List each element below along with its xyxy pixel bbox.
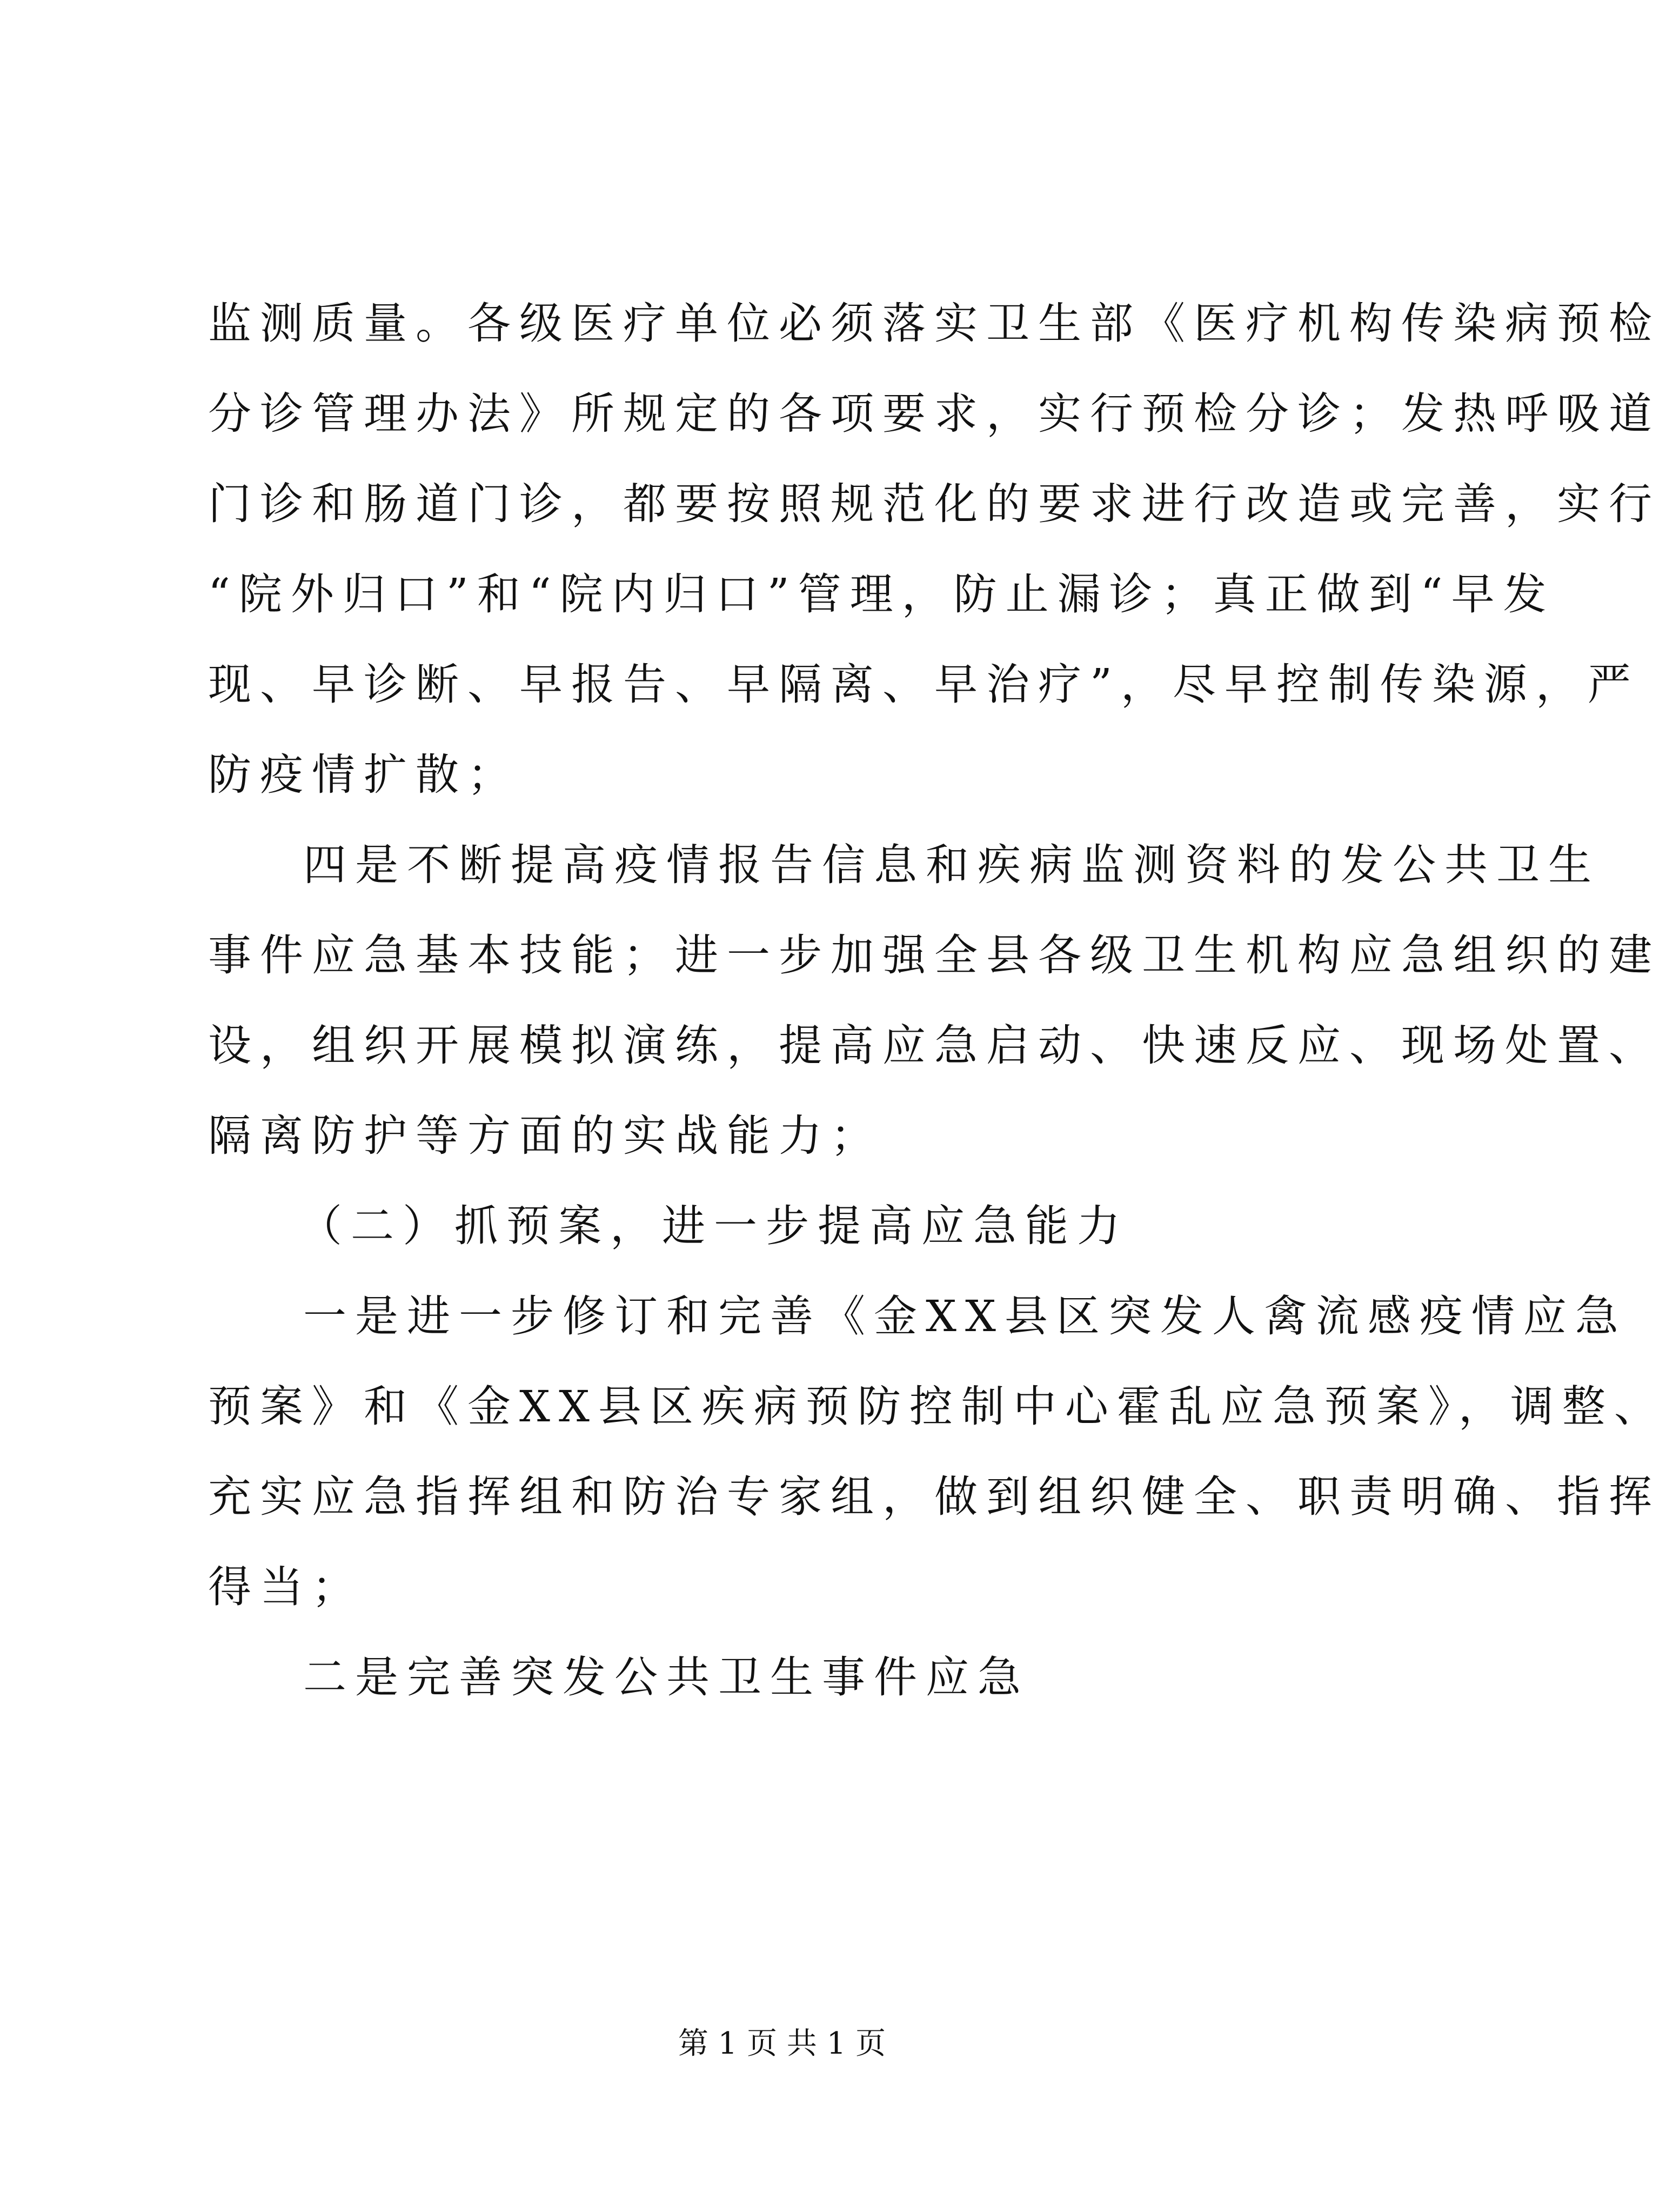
text-line: 监测质量。各级医疗单位必须落实卫生部《医疗机构传染病预检: [208, 298, 1661, 349]
text-line: 充实应急指挥组和防治专家组，做到组织健全、职责明确、指挥: [208, 1472, 1661, 1522]
document-body: [208, 278, 1666, 1722]
text-line: 设，组织开展模拟演练，提高应急启动、快速反应、现场处置、: [208, 1020, 1661, 1071]
text-line: 防疫情扩散；: [208, 750, 519, 800]
text-line: 得当；: [208, 1562, 364, 1612]
text-line: 预案》和《金XX县区疾病预防控制中心霍乱应急预案》，调整、: [208, 1381, 1666, 1432]
text-line: “院外归口”和“院内归口”管理，防止漏诊；真正做到“早发: [208, 569, 1555, 619]
text-line: 分诊管理办法》所规定的各项要求，实行预检分诊；发热呼吸道: [208, 389, 1661, 439]
text-line: 现、早诊断、早报告、早隔离、早治疗”，尽早控制传染源，严: [208, 659, 1640, 710]
text-line: 隔离防护等方面的实战能力；: [208, 1111, 882, 1161]
text-line: 一是进一步修订和完善《金XX县区突发人禽流感疫情应急: [303, 1291, 1627, 1341]
text-line: 事件应急基本技能；进一步加强全县各级卫生机构应急组织的建: [208, 930, 1661, 980]
text-line: 二是完善突发公共卫生事件应急: [303, 1652, 1029, 1702]
text-line: 四是不断提高疫情报告信息和疾病监测资料的发公共卫生: [303, 840, 1600, 890]
text-line: 门诊和肠道门诊，都要按照规范化的要求进行改造或完善，实行: [208, 479, 1661, 529]
section-heading: （二）抓预案，进一步提高应急能力: [299, 1201, 1129, 1251]
page-footer: 第 1 页 共 1 页: [678, 2026, 886, 2061]
